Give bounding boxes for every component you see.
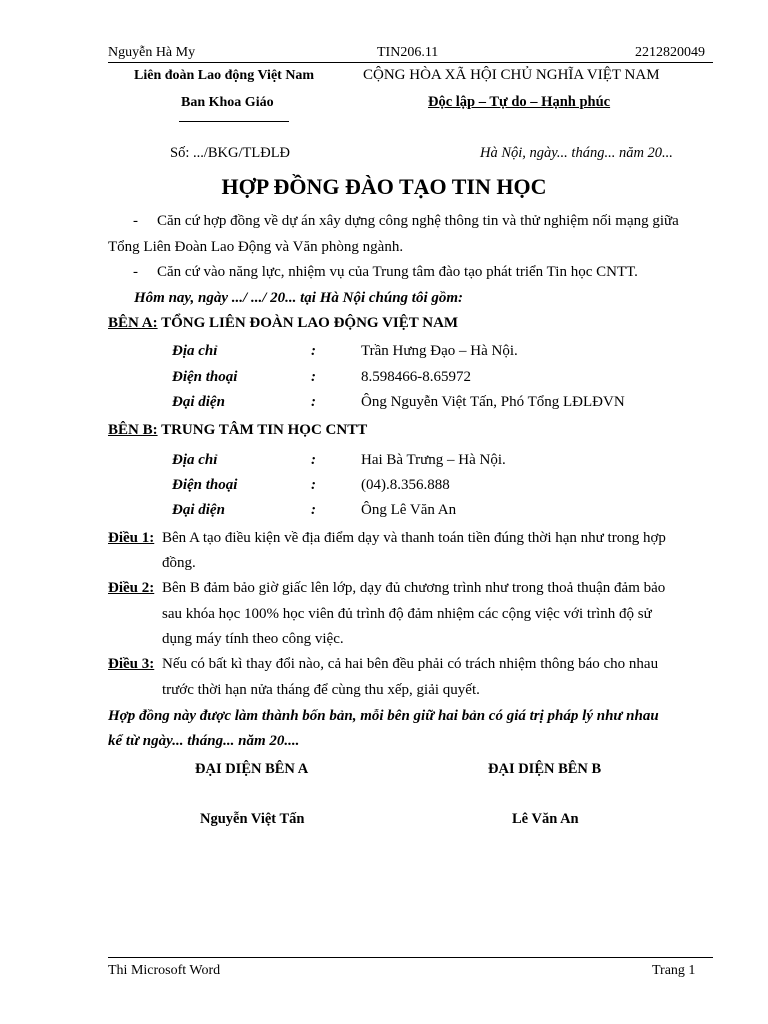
article-3-line1: Nếu có bất kì thay đổi nào, cả hai bên đều phải có trách nhiệm thông báo cho nhau — [162, 656, 659, 672]
closing-line2: kể từ ngày... tháng... năm 20.... — [108, 733, 300, 749]
left-org-underline — [179, 121, 289, 122]
place-date: Hà Nội, ngày... tháng... năm 20... — [480, 145, 673, 161]
article-3-line2: trước thời hạn nửa tháng để cùng thu xếp, giải quyết. — [162, 682, 480, 698]
footer-page-number: Trang 1 — [652, 963, 696, 978]
party-a-phone-sep: : — [311, 369, 316, 385]
party-a-heading — [108, 315, 458, 332]
right-org-line2: Độc lập – Tự do – Hạnh phúc — [428, 94, 611, 110]
basis-2-line1: Căn cứ vào năng lực, nhiệm vụ của Trung tâm đào tạo phát triển Tin học CNTT. — [157, 264, 638, 280]
article-2-line3: dụng máy tính theo công việc. — [162, 631, 344, 647]
party-b-rep-sep: : — [311, 502, 316, 518]
party-b-rep-value: Ông Lê Văn An — [361, 502, 457, 518]
header-rule — [108, 62, 713, 63]
article-1-line2: đồng. — [162, 555, 196, 571]
party-b-name: TRUNG TÂM TIN HỌC CNTT — [161, 422, 368, 438]
basis-2-bullet: - — [133, 264, 138, 280]
party-a-address-value: Trần Hưng Đạo – Hà Nội. — [361, 343, 518, 359]
party-b-phone-key: Điện thoại — [172, 477, 238, 493]
party-a-phone-key: Điện thoại — [172, 369, 238, 385]
intro-line: Hôm nay, ngày .../ .../ 20... tại Hà Nội chúng tôi gồm: — [134, 290, 464, 306]
document-title: HỢP ĐỒNG ĐÀO TẠO TIN HỌC — [221, 174, 547, 199]
footer-left: Thi Microsoft Word — [108, 963, 221, 978]
party-b-address-sep: : — [311, 452, 316, 468]
closing-line1: Hợp đồng này được làm thành bốn bản, mỗi bên giữ hai bản có giá trị pháp lý như nhau — [108, 708, 659, 724]
party-a-rep-key: Đại diện — [172, 394, 225, 410]
party-b-heading — [108, 422, 367, 439]
party-b-phone-value: (04).8.356.888 — [361, 477, 450, 493]
basis-1-line2: Tổng Liên Đoàn Lao Động và Văn phòng ngành. — [108, 239, 404, 255]
signature-b-name: Lê Văn An — [512, 811, 579, 827]
party-b-address-key: Địa chỉ — [172, 452, 218, 468]
party-b-label: BÊN B: — [108, 422, 158, 438]
article-1-line1: Bên A tạo điều kiện về địa điểm dạy và thanh toán tiền đúng thời hạn như trong hợp — [162, 530, 666, 546]
party-b-phone-sep: : — [311, 477, 316, 493]
header-course: TIN206.11 — [377, 45, 439, 60]
party-a-label: BÊN A: — [108, 315, 158, 331]
party-b-address-value: Hai Bà Trưng – Hà Nội. — [361, 452, 506, 468]
basis-1-line1: Căn cứ hợp đồng về dự án xây dựng công nghệ thông tin và thử nghiệm nối mạng giữa — [157, 213, 679, 229]
header-author: Nguyễn Hà My — [108, 45, 196, 60]
party-a-rep-value: Ông Nguyễn Việt Tấn, Phó Tổng LĐLĐVN — [361, 394, 625, 410]
reference-number: Số: .../BKG/TLĐLĐ — [170, 145, 291, 161]
article-2-label: Điều 2: — [108, 580, 155, 596]
party-a-phone-value: 8.598466-8.65972 — [361, 369, 471, 385]
article-3-label: Điều 3: — [108, 656, 155, 672]
footer-rule — [108, 957, 713, 958]
signature-b-title: ĐẠI DIỆN BÊN B — [488, 761, 602, 777]
party-a-address-key: Địa chỉ — [172, 343, 218, 359]
header-student-id: 2212820049 — [635, 45, 705, 60]
article-1-label: Điều 1: — [108, 530, 155, 546]
party-a-address-sep: : — [311, 343, 316, 359]
left-org-line2: Ban Khoa Giáo — [181, 95, 274, 110]
right-org-line1: CỘNG HÒA XÃ HỘI CHỦ NGHĨA VIỆT NAM — [363, 67, 660, 83]
party-a-name: TỔNG LIÊN ĐOÀN LAO ĐỘNG VIỆT NAM — [161, 315, 459, 331]
left-org-line1: Liên đoàn Lao động Việt Nam — [134, 68, 315, 83]
party-b-rep-key: Đại diện — [172, 502, 225, 518]
signature-a-name: Nguyễn Việt Tấn — [200, 811, 305, 827]
article-2-line1: Bên B đảm bảo giờ giấc lên lớp, dạy đủ chương trình như trong thoả thuận đảm bảo — [162, 580, 666, 596]
article-2-line2: sau khóa học 100% học viên đủ trình độ đảm nhiệm các cộng việc với trình độ sử — [162, 606, 652, 622]
party-a-rep-sep: : — [311, 394, 316, 410]
basis-1-bullet: - — [133, 213, 138, 229]
signature-a-title: ĐẠI DIỆN BÊN A — [195, 761, 309, 777]
